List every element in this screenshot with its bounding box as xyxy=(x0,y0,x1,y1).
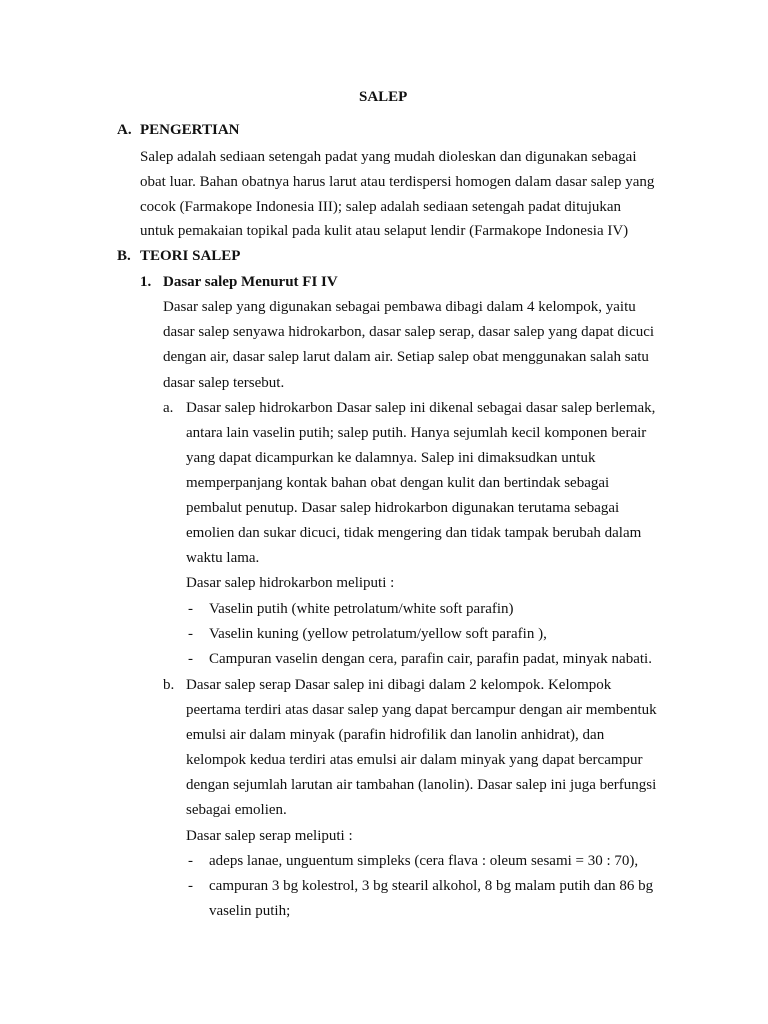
item-a-line-5: pembalut penutup. Dasar salep hidrokarbon digunakan terutama sebagai xyxy=(186,500,620,516)
item-b-bullet-2: campuran 3 bg kolestrol, 3 bg stearil alkohol, 8 bg malam putih dan 86 bg xyxy=(209,878,654,894)
item-a-bullet-dash-3: - xyxy=(188,651,193,667)
item-b-bullet-1: adeps lanae, unguentum simpleks (cera flava : oleum sesami = 30 : 70), xyxy=(209,853,639,869)
item-a-line-7: waktu lama. xyxy=(186,550,260,566)
item-a-line-1: Dasar salep hidrokarbon Dasar salep ini dikenal sebagai dasar salep berlemak, xyxy=(186,400,656,416)
section-b-marker: B. xyxy=(117,248,131,264)
section-a-marker: A. xyxy=(117,122,132,138)
item-a-bullet-3: Campuran vaselin dengan cera, parafin cair, parafin padat, minyak nabati. xyxy=(209,651,652,667)
item-b-bullet-dash-1: - xyxy=(188,853,193,869)
subsection-1-line-1: Dasar salep yang digunakan sebagai pembawa dibagi dalam 4 kelompok, yaitu xyxy=(163,299,636,315)
item-a-line-4: memperpanjang kontak bahan obat dengan kulit dan bertindak sebagai xyxy=(186,475,610,491)
subsection-1-heading: Dasar salep Menurut FI IV xyxy=(163,274,338,290)
item-a-line-3: yang dapat dicampurkan ke dalamnya. Salep ini dimaksudkan untuk xyxy=(186,450,596,466)
item-a-bullet-1: Vaselin putih (white petrolatum/white soft parafin) xyxy=(209,601,514,617)
subsection-1-line-3: dengan air, dasar salep larut dalam air. Setiap salep obat menggunakan salah satu xyxy=(163,349,649,365)
section-a-line-1: Salep adalah sediaan setengah padat yang mudah dioleskan dan digunakan sebagai xyxy=(140,149,637,165)
item-b-line-4: kelompok kedua terdiri atas emulsi air dalam minyak yang dapat bercampur xyxy=(186,752,643,768)
item-b-list-intro: Dasar salep serap meliputi : xyxy=(186,828,353,844)
section-b-heading: TEORI SALEP xyxy=(140,248,241,264)
item-b-marker: b. xyxy=(163,677,175,693)
item-b-bullet-dash-2: - xyxy=(188,878,193,894)
item-a-marker: a. xyxy=(163,400,174,416)
item-b-line-5: dengan sejumlah larutan air tambahan (lanolin). Dasar salep ini juga berfungsi xyxy=(186,777,657,793)
item-b-line-1: Dasar salep serap Dasar salep ini dibagi dalam 2 kelompok. Kelompok xyxy=(186,677,612,693)
page-title: SALEP xyxy=(359,89,408,105)
subsection-1-line-4: dasar salep tersebut. xyxy=(163,375,285,391)
item-a-bullet-dash-1: - xyxy=(188,601,193,617)
section-a-line-2: obat luar. Bahan obatnya harus larut atau terdispersi homogen dalam dasar salep yang xyxy=(140,174,655,190)
item-b-line-3: emulsi air dalam minyak (parafin hidrofilik dan lanolin anhidrat), dan xyxy=(186,727,605,743)
item-b-line-6: sebagai emolien. xyxy=(186,802,287,818)
section-a-line-3: cocok (Farmakope Indonesia III); salep adalah sediaan setengah padat ditujukan xyxy=(140,199,622,215)
item-a-bullet-2: Vaselin kuning (yellow petrolatum/yellow soft parafin ), xyxy=(209,626,547,642)
item-a-line-2: antara lain vaselin putih; salep putih. Hanya sejumlah kecil komponen berair xyxy=(186,425,647,441)
item-b-line-2: peertama terdiri atas dasar salep yang dapat bercampur dengan air membentuk xyxy=(186,702,657,718)
item-b-bullet-2-continuation: vaselin putih; xyxy=(209,903,291,919)
subsection-1-line-2: dasar salep senyawa hidrokarbon, dasar salep serap, dasar salep yang dapat dicuci xyxy=(163,324,655,340)
section-a-line-4: untuk pemakaian topikal pada kulit atau selaput lendir (Farmakope Indonesia IV) xyxy=(140,223,629,239)
item-a-bullet-dash-2: - xyxy=(188,626,193,642)
item-a-list-intro: Dasar salep hidrokarbon meliputi : xyxy=(186,575,395,591)
item-a-line-6: emolien dan sukar dicuci, tidak mengering dan tidak tampak berubah dalam xyxy=(186,525,642,541)
section-a-heading: PENGERTIAN xyxy=(140,122,240,138)
subsection-1-marker: 1. xyxy=(140,274,152,290)
